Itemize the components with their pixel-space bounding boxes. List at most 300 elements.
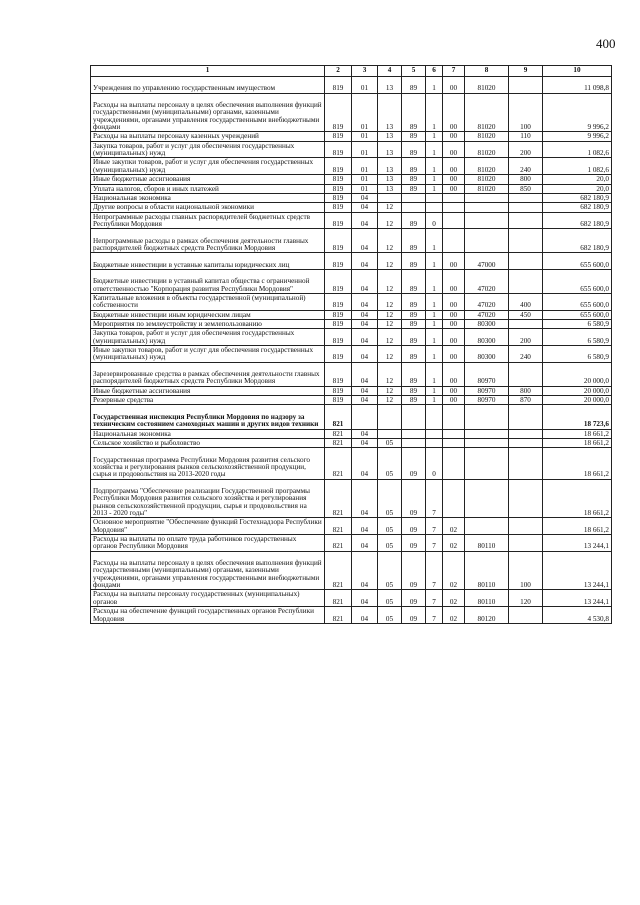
table-row <box>91 193 612 202</box>
activity-code-cell: 00 <box>443 362 465 386</box>
section-code-cell: 04 <box>352 203 378 212</box>
expense-type-cell <box>509 203 543 212</box>
expense-type-cell <box>509 269 543 293</box>
header-cell: 3 <box>352 66 378 77</box>
subsection-code-cell: 13 <box>378 141 402 158</box>
subprogram-code-cell: 0 <box>426 448 443 479</box>
section-code-cell: 04 <box>352 607 378 624</box>
table-row <box>91 175 612 184</box>
ministry-code-cell: 821 <box>325 535 352 552</box>
program-code-cell: 89 <box>402 229 426 253</box>
subprogram-code-cell: 7 <box>426 479 443 518</box>
ministry-code-cell: 819 <box>325 269 352 293</box>
table-row <box>91 551 612 590</box>
row-name-cell: Мероприятия по землеустройству и землепользованию <box>91 320 325 329</box>
row-name-cell: Иные закупки товаров, работ и услуг для обеспечения государственных (муниципальных) нужд <box>91 158 325 175</box>
subsection-code-cell: 13 <box>378 184 402 193</box>
subsection-code-cell: 12 <box>378 203 402 212</box>
row-name-cell: Основное мероприятие "Обеспечение функций Гостехнадзора Республики Мордовия" <box>91 518 325 535</box>
section-code-cell: 04 <box>352 253 378 270</box>
ministry-code-cell: 821 <box>325 590 352 607</box>
ministry-code-cell: 819 <box>325 77 352 94</box>
subprogram-code-cell: 1 <box>426 175 443 184</box>
amount-cell: 18 661,2 <box>543 438 612 447</box>
amount-cell: 18 661,2 <box>543 479 612 518</box>
subprogram-code-cell <box>426 203 443 212</box>
subprogram-code-cell: 1 <box>426 269 443 293</box>
expense-type-cell <box>509 362 543 386</box>
row-name-cell: Капитальные вложения в объекты государственной (муниципальной) собственности <box>91 294 325 311</box>
amount-cell: 655 600,0 <box>543 294 612 311</box>
table-row <box>91 141 612 158</box>
expense-type-cell <box>509 607 543 624</box>
subprogram-code-cell: 1 <box>426 396 443 405</box>
direction-code-cell: 80970 <box>465 386 509 395</box>
table-row <box>91 362 612 386</box>
amount-cell: 655 600,0 <box>543 253 612 270</box>
page-number: 400 <box>596 36 616 51</box>
amount-cell: 655 600,0 <box>543 269 612 293</box>
expense-type-cell: 110 <box>509 132 543 141</box>
direction-code-cell: 80300 <box>465 346 509 363</box>
header-cell: 5 <box>402 66 426 77</box>
subsection-code-cell: 05 <box>378 448 402 479</box>
program-code-cell: 89 <box>402 269 426 293</box>
expense-type-cell <box>509 405 543 429</box>
program-code-cell: 09 <box>402 607 426 624</box>
program-code-cell <box>402 405 426 429</box>
amount-cell: 20,0 <box>543 175 612 184</box>
activity-code-cell <box>443 203 465 212</box>
ministry-code-cell: 819 <box>325 175 352 184</box>
subprogram-code-cell: 1 <box>426 184 443 193</box>
expense-type-cell <box>509 535 543 552</box>
table-row <box>91 310 612 319</box>
expense-type-cell: 870 <box>509 396 543 405</box>
amount-cell: 13 244,1 <box>543 551 612 590</box>
table-row <box>91 386 612 395</box>
program-code-cell: 89 <box>402 386 426 395</box>
subsection-code-cell: 12 <box>378 269 402 293</box>
table-row <box>91 93 612 132</box>
section-code-cell: 04 <box>352 518 378 535</box>
budget-table <box>90 65 612 624</box>
amount-cell: 6 580,9 <box>543 346 612 363</box>
direction-code-cell: 47020 <box>465 294 509 311</box>
table-row <box>91 346 612 363</box>
activity-code-cell: 00 <box>443 77 465 94</box>
ministry-code-cell: 819 <box>325 294 352 311</box>
row-name-cell: Закупка товаров, работ и услуг для обеспечения государственных (муниципальных) нужд <box>91 141 325 158</box>
activity-code-cell <box>443 193 465 202</box>
subprogram-code-cell: 1 <box>426 93 443 132</box>
ministry-code-cell: 819 <box>325 184 352 193</box>
activity-code-cell: 00 <box>443 141 465 158</box>
expense-type-cell: 800 <box>509 175 543 184</box>
direction-code-cell <box>465 438 509 447</box>
table-row <box>91 212 612 229</box>
ministry-code-cell: 819 <box>325 329 352 346</box>
program-code-cell: 89 <box>402 396 426 405</box>
subprogram-code-cell: 1 <box>426 77 443 94</box>
section-code-cell: 04 <box>352 193 378 202</box>
activity-code-cell: 02 <box>443 590 465 607</box>
activity-code-cell: 00 <box>443 175 465 184</box>
direction-code-cell <box>465 429 509 438</box>
expense-type-cell <box>509 438 543 447</box>
activity-code-cell: 00 <box>443 294 465 311</box>
header-cell: 9 <box>509 66 543 77</box>
ministry-code-cell: 819 <box>325 203 352 212</box>
activity-code-cell: 00 <box>443 158 465 175</box>
section-code-cell: 04 <box>352 551 378 590</box>
subsection-code-cell: 13 <box>378 93 402 132</box>
direction-code-cell: 81020 <box>465 184 509 193</box>
section-code-cell: 01 <box>352 132 378 141</box>
subsection-code-cell: 05 <box>378 518 402 535</box>
expense-type-cell: 800 <box>509 386 543 395</box>
table-row <box>91 448 612 479</box>
row-name-cell: Резервные средства <box>91 396 325 405</box>
table-row <box>91 429 612 438</box>
section-code-cell: 04 <box>352 479 378 518</box>
row-name-cell: Уплата налогов, сборов и иных платежей <box>91 184 325 193</box>
subprogram-code-cell: 1 <box>426 229 443 253</box>
program-code-cell <box>402 203 426 212</box>
subprogram-code-cell: 1 <box>426 158 443 175</box>
amount-cell: 20 000,0 <box>543 396 612 405</box>
subsection-code-cell: 12 <box>378 253 402 270</box>
subsection-code-cell <box>378 405 402 429</box>
table-row <box>91 535 612 552</box>
program-code-cell: 09 <box>402 479 426 518</box>
subprogram-code-cell: 7 <box>426 551 443 590</box>
section-code-cell: 01 <box>352 158 378 175</box>
ministry-code-cell: 819 <box>325 93 352 132</box>
amount-cell: 20,0 <box>543 184 612 193</box>
section-code-cell: 04 <box>352 429 378 438</box>
program-code-cell: 89 <box>402 310 426 319</box>
direction-code-cell: 47020 <box>465 310 509 319</box>
direction-code-cell: 80120 <box>465 607 509 624</box>
amount-cell: 6 580,9 <box>543 329 612 346</box>
activity-code-cell: 00 <box>443 346 465 363</box>
table-row <box>91 158 612 175</box>
header-cell: 1 <box>91 66 325 77</box>
subsection-code-cell: 13 <box>378 77 402 94</box>
expense-type-cell <box>509 320 543 329</box>
section-code-cell: 04 <box>352 362 378 386</box>
expense-type-cell: 100 <box>509 93 543 132</box>
subsection-code-cell <box>378 429 402 438</box>
subprogram-code-cell: 1 <box>426 310 443 319</box>
ministry-code-cell: 819 <box>325 386 352 395</box>
amount-cell: 20 000,0 <box>543 362 612 386</box>
direction-code-cell: 80300 <box>465 320 509 329</box>
section-code-cell: 04 <box>352 269 378 293</box>
ministry-code-cell: 821 <box>325 518 352 535</box>
expense-type-cell <box>509 77 543 94</box>
row-name-cell: Непрограммные расходы главных распорядителей бюджетных средств Республики Мордовия <box>91 212 325 229</box>
direction-code-cell <box>465 405 509 429</box>
subsection-code-cell: 13 <box>378 132 402 141</box>
direction-code-cell <box>465 229 509 253</box>
section-code-cell: 04 <box>352 346 378 363</box>
row-name-cell: Другие вопросы в области национальной экономики <box>91 203 325 212</box>
direction-code-cell: 81020 <box>465 132 509 141</box>
expense-type-cell <box>509 193 543 202</box>
amount-cell: 1 082,6 <box>543 141 612 158</box>
subsection-code-cell: 05 <box>378 607 402 624</box>
subprogram-code-cell: 1 <box>426 141 443 158</box>
ministry-code-cell: 819 <box>325 346 352 363</box>
subsection-code-cell: 05 <box>378 590 402 607</box>
row-name-cell: Бюджетные инвестиции в уставные капиталы юридических лиц <box>91 253 325 270</box>
program-code-cell <box>402 438 426 447</box>
ministry-code-cell: 819 <box>325 362 352 386</box>
table-row <box>91 405 612 429</box>
program-code-cell: 89 <box>402 362 426 386</box>
table-row <box>91 396 612 405</box>
program-code-cell: 89 <box>402 175 426 184</box>
ministry-code-cell: 819 <box>325 310 352 319</box>
subsection-code-cell: 12 <box>378 310 402 319</box>
direction-code-cell <box>465 518 509 535</box>
direction-code-cell <box>465 212 509 229</box>
table-row <box>91 77 612 94</box>
program-code-cell: 89 <box>402 141 426 158</box>
section-code-cell: 01 <box>352 141 378 158</box>
row-name-cell: Сельское хозяйство и рыболовство <box>91 438 325 447</box>
activity-code-cell: 02 <box>443 518 465 535</box>
direction-code-cell: 81020 <box>465 158 509 175</box>
subsection-code-cell: 13 <box>378 158 402 175</box>
activity-code-cell: 00 <box>443 386 465 395</box>
header-cell: 7 <box>443 66 465 77</box>
section-code-cell: 04 <box>352 310 378 319</box>
subsection-code-cell: 12 <box>378 212 402 229</box>
subsection-code-cell: 12 <box>378 362 402 386</box>
row-name-cell: Иные закупки товаров, работ и услуг для обеспечения государственных (муниципальных) нужд <box>91 346 325 363</box>
section-code-cell <box>352 405 378 429</box>
ministry-code-cell: 819 <box>325 158 352 175</box>
ministry-code-cell: 821 <box>325 607 352 624</box>
row-name-cell: Расходы на выплаты персоналу в целях обеспечения выполнения функций государственными (муниципальными) органами, казенными учреждениями, органами управления государственными внебюджетными фондами <box>91 93 325 132</box>
expense-type-cell <box>509 429 543 438</box>
subsection-code-cell: 12 <box>378 329 402 346</box>
program-code-cell: 89 <box>402 253 426 270</box>
ministry-code-cell: 819 <box>325 229 352 253</box>
ministry-code-cell: 819 <box>325 132 352 141</box>
direction-code-cell <box>465 479 509 518</box>
amount-cell: 18 723,6 <box>543 405 612 429</box>
program-code-cell: 89 <box>402 346 426 363</box>
ministry-code-cell: 819 <box>325 141 352 158</box>
amount-cell: 682 180,9 <box>543 203 612 212</box>
ministry-code-cell: 821 <box>325 551 352 590</box>
subsection-code-cell <box>378 193 402 202</box>
row-name-cell: Расходы на выплаты по оплате труда работников государственных органов Республики Мордовия <box>91 535 325 552</box>
program-code-cell: 89 <box>402 212 426 229</box>
subsection-code-cell: 05 <box>378 438 402 447</box>
subprogram-code-cell: 7 <box>426 607 443 624</box>
subprogram-code-cell: 1 <box>426 329 443 346</box>
subprogram-code-cell: 7 <box>426 518 443 535</box>
header-cell: 4 <box>378 66 402 77</box>
table-row <box>91 438 612 447</box>
activity-code-cell: 02 <box>443 551 465 590</box>
section-code-cell: 04 <box>352 229 378 253</box>
subprogram-code-cell <box>426 429 443 438</box>
activity-code-cell: 00 <box>443 253 465 270</box>
subprogram-code-cell: 7 <box>426 535 443 552</box>
expense-type-cell: 240 <box>509 346 543 363</box>
program-code-cell: 09 <box>402 448 426 479</box>
table-row <box>91 269 612 293</box>
activity-code-cell: 00 <box>443 320 465 329</box>
section-code-cell: 04 <box>352 535 378 552</box>
row-name-cell: Иные бюджетные ассигнования <box>91 175 325 184</box>
row-name-cell: Расходы на выплаты персоналу в целях обеспечения выполнения функций государственными (муниципальными) органами, казенными учреждениями, органами управления государственными внебюджетными фондами <box>91 551 325 590</box>
direction-code-cell: 47000 <box>465 253 509 270</box>
amount-cell: 682 180,9 <box>543 229 612 253</box>
expense-type-cell: 240 <box>509 158 543 175</box>
activity-code-cell <box>443 479 465 518</box>
direction-code-cell: 80110 <box>465 551 509 590</box>
expense-type-cell <box>509 229 543 253</box>
table-row <box>91 320 612 329</box>
program-code-cell: 09 <box>402 590 426 607</box>
table-row <box>91 607 612 624</box>
program-code-cell: 89 <box>402 158 426 175</box>
program-code-cell: 89 <box>402 329 426 346</box>
direction-code-cell: 81020 <box>465 77 509 94</box>
row-name-cell: Непрограммные расходы в рамках обеспечения деятельности главных распорядителей бюджетных средств Республики Мордовия <box>91 229 325 253</box>
table-row <box>91 329 612 346</box>
amount-cell: 9 996,2 <box>543 132 612 141</box>
section-code-cell: 04 <box>352 320 378 329</box>
row-name-cell: Национальная экономика <box>91 193 325 202</box>
activity-code-cell <box>443 212 465 229</box>
subsection-code-cell: 12 <box>378 229 402 253</box>
amount-cell: 655 600,0 <box>543 310 612 319</box>
amount-cell: 1 082,6 <box>543 158 612 175</box>
expense-type-cell: 400 <box>509 294 543 311</box>
direction-code-cell: 81020 <box>465 175 509 184</box>
expense-type-cell: 850 <box>509 184 543 193</box>
subsection-code-cell: 13 <box>378 175 402 184</box>
program-code-cell: 09 <box>402 518 426 535</box>
row-name-cell: Зарезервированные средства в рамках обеспечения деятельности главных распорядителей бюджетных средств Республики Мордовия <box>91 362 325 386</box>
program-code-cell: 09 <box>402 551 426 590</box>
row-name-cell: Бюджетные инвестиции в уставный капитал общества с ограниченной ответственностью "Корпорация развития Республики Мордовия" <box>91 269 325 293</box>
amount-cell: 682 180,9 <box>543 212 612 229</box>
subsection-code-cell: 12 <box>378 346 402 363</box>
subprogram-code-cell: 1 <box>426 386 443 395</box>
section-code-cell: 01 <box>352 175 378 184</box>
subsection-code-cell: 12 <box>378 294 402 311</box>
row-name-cell: Подпрограмма "Обеспечение реализации Государственной программы Республики Мордовия развития сельского хозяйства и регулирования рынков сельскохозяйственной продукции, сырья и продовольствия на 2013 - 2020 годы" <box>91 479 325 518</box>
subprogram-code-cell <box>426 405 443 429</box>
subprogram-code-cell: 1 <box>426 253 443 270</box>
subprogram-code-cell <box>426 438 443 447</box>
ministry-code-cell: 819 <box>325 193 352 202</box>
expense-type-cell <box>509 253 543 270</box>
expense-type-cell: 200 <box>509 329 543 346</box>
amount-cell: 6 580,9 <box>543 320 612 329</box>
row-name-cell: Расходы на выплаты персоналу казенных учреждений <box>91 132 325 141</box>
activity-code-cell <box>443 429 465 438</box>
section-code-cell: 04 <box>352 212 378 229</box>
direction-code-cell: 81020 <box>465 141 509 158</box>
subsection-code-cell: 12 <box>378 386 402 395</box>
row-name-cell: Государственная инспекция Республики Мордовия по надзору за техническим состоянием самоходных машин и других видов техники <box>91 405 325 429</box>
table-header-row <box>91 66 612 77</box>
table-row <box>91 253 612 270</box>
direction-code-cell: 47020 <box>465 269 509 293</box>
table-row <box>91 590 612 607</box>
subprogram-code-cell: 1 <box>426 294 443 311</box>
section-code-cell: 04 <box>352 448 378 479</box>
subprogram-code-cell: 1 <box>426 320 443 329</box>
expense-type-cell: 450 <box>509 310 543 319</box>
subprogram-code-cell: 1 <box>426 362 443 386</box>
subprogram-code-cell: 1 <box>426 132 443 141</box>
direction-code-cell: 80110 <box>465 590 509 607</box>
row-name-cell: Иные бюджетные ассигнования <box>91 386 325 395</box>
program-code-cell <box>402 429 426 438</box>
header-cell: 10 <box>543 66 612 77</box>
row-name-cell: Государственная программа Республики Мордовия развития сельского хозяйства и регулирования рынков сельскохозяйственной продукции, сырья и продовольствия на 2013-2020 годы <box>91 448 325 479</box>
amount-cell: 9 996,2 <box>543 93 612 132</box>
ministry-code-cell: 819 <box>325 320 352 329</box>
activity-code-cell: 00 <box>443 269 465 293</box>
program-code-cell: 09 <box>402 535 426 552</box>
amount-cell: 18 661,2 <box>543 518 612 535</box>
ministry-code-cell: 819 <box>325 253 352 270</box>
program-code-cell: 89 <box>402 93 426 132</box>
program-code-cell: 89 <box>402 320 426 329</box>
program-code-cell: 89 <box>402 132 426 141</box>
activity-code-cell: 02 <box>443 535 465 552</box>
header-cell: 6 <box>426 66 443 77</box>
expense-type-cell: 200 <box>509 141 543 158</box>
expense-type-cell <box>509 518 543 535</box>
expense-type-cell: 100 <box>509 551 543 590</box>
subsection-code-cell: 05 <box>378 551 402 590</box>
expense-type-cell <box>509 212 543 229</box>
table-row <box>91 479 612 518</box>
direction-code-cell: 81020 <box>465 93 509 132</box>
amount-cell: 18 661,2 <box>543 448 612 479</box>
activity-code-cell <box>443 438 465 447</box>
amount-cell: 18 661,2 <box>543 429 612 438</box>
activity-code-cell: 00 <box>443 184 465 193</box>
subprogram-code-cell: 1 <box>426 346 443 363</box>
ministry-code-cell: 819 <box>325 212 352 229</box>
subsection-code-cell: 12 <box>378 320 402 329</box>
program-code-cell: 89 <box>402 184 426 193</box>
amount-cell: 11 098,8 <box>543 77 612 94</box>
section-code-cell: 01 <box>352 184 378 193</box>
row-name-cell: Национальная экономика <box>91 429 325 438</box>
activity-code-cell: 00 <box>443 396 465 405</box>
subprogram-code-cell: 7 <box>426 590 443 607</box>
header-cell: 8 <box>465 66 509 77</box>
table-row <box>91 184 612 193</box>
activity-code-cell <box>443 448 465 479</box>
subprogram-code-cell <box>426 193 443 202</box>
